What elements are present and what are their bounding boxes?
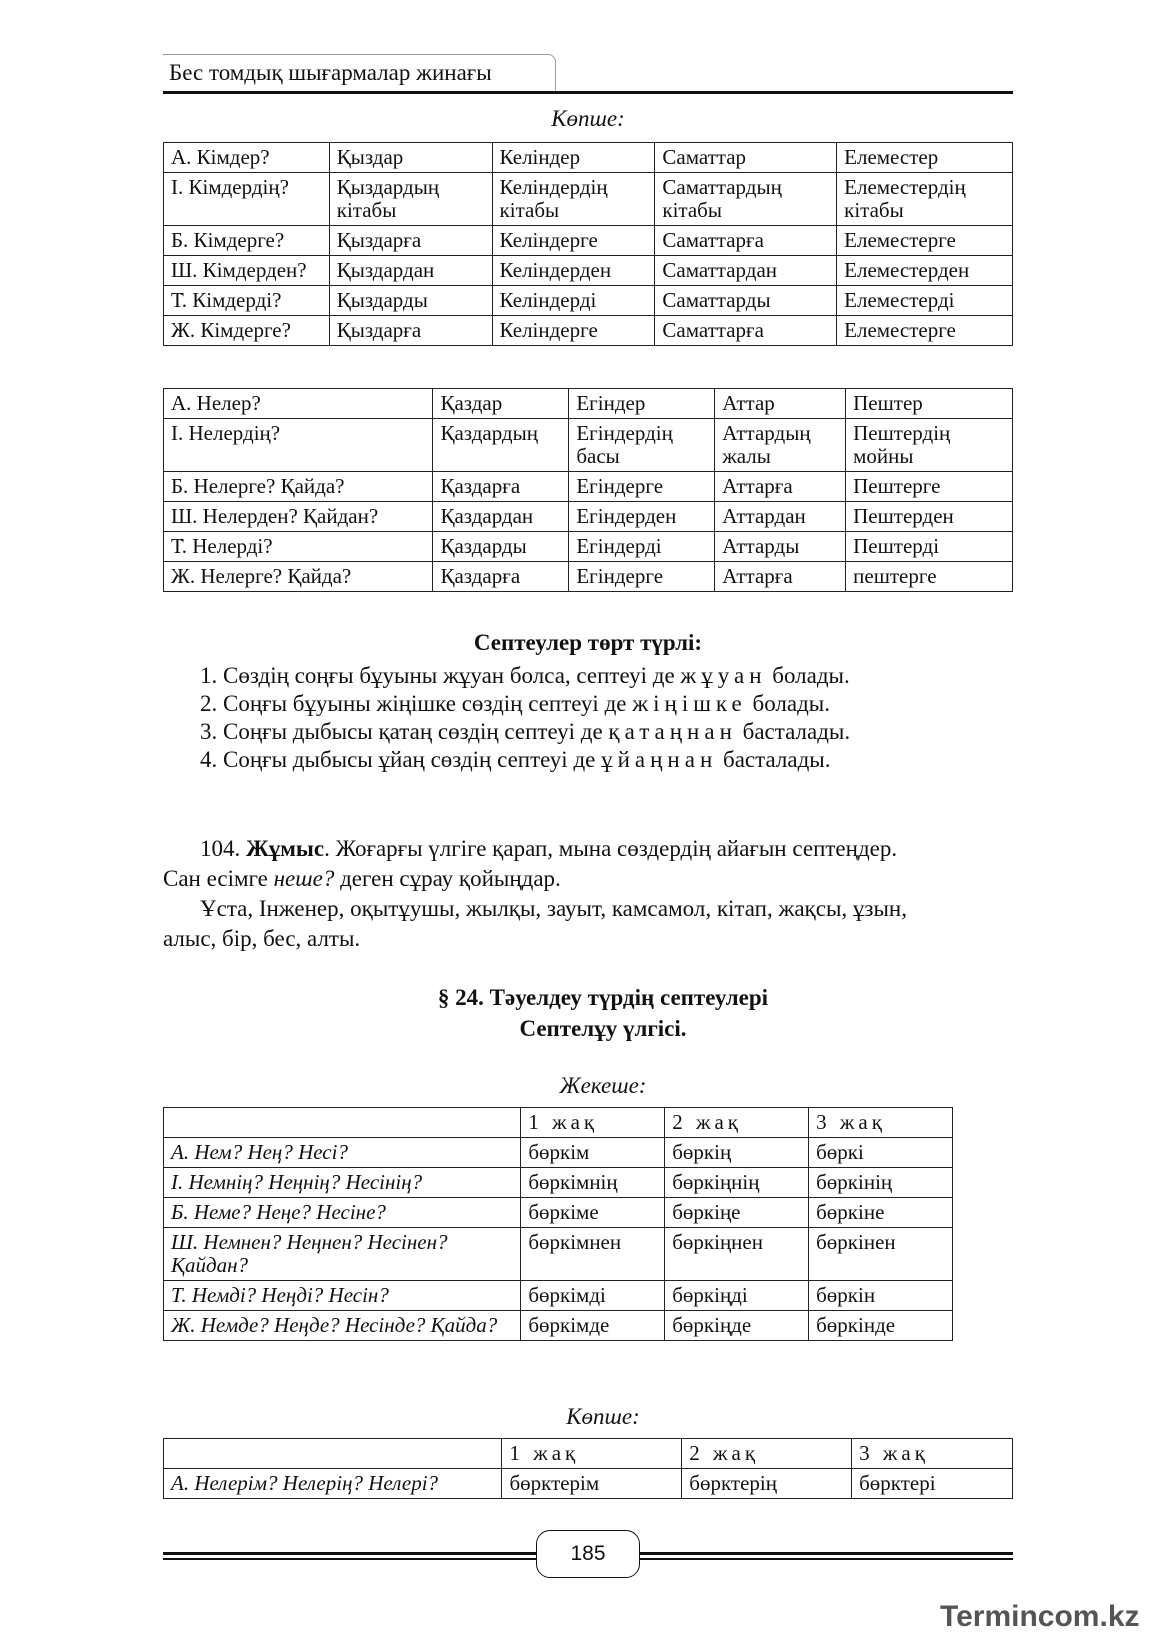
table-cell: 3 жақ: [852, 1439, 1013, 1469]
table-cell: Аттарға: [715, 472, 846, 502]
table-cell: бөркіңнің: [665, 1168, 809, 1198]
things-declension-table: [163, 388, 1013, 592]
table-cell: Қыздарды: [329, 286, 492, 316]
rule-before: Сөздің соңғы бұуыны жұуан болса, септеуі де: [223, 663, 675, 688]
exercise-words-line-1: [163, 894, 1013, 924]
table-cell: Елеместердің кітабы: [837, 173, 1013, 226]
table-row: [164, 1311, 953, 1341]
table-cell: А. Нелерім? Нелерің? Нелері?: [164, 1469, 502, 1499]
table-cell: Келіндер: [492, 143, 655, 173]
table-cell: Қаздарды: [433, 532, 569, 562]
page-footer: [163, 1530, 1013, 1580]
table-row: [164, 1281, 953, 1311]
section-24-title: § 24. Тәуелдеу түрдің септеулері: [437, 985, 769, 1010]
table-header-row: [164, 1439, 1013, 1469]
table-row: [164, 532, 1013, 562]
table-cell: Пештерге: [846, 472, 1013, 502]
table-cell: А. Кімдер?: [164, 143, 330, 173]
table-cell: Ж. Немде? Неңде? Несінде? Қайда?: [164, 1311, 521, 1341]
table-cell: пештерге: [846, 562, 1013, 592]
rule-spaced: қатаңнан: [608, 719, 737, 744]
running-head-rule: [163, 91, 1013, 94]
table-cell: Қыздарға: [329, 226, 492, 256]
table-cell: І. Кімдердің?: [164, 173, 330, 226]
table-row: [164, 256, 1013, 286]
table-row: [164, 502, 1013, 532]
table-cell: Қаздар: [433, 389, 569, 419]
rule-num: 3.: [200, 719, 218, 744]
table-cell: Саматтарға: [655, 316, 837, 346]
table-cell: Аттардан: [715, 502, 846, 532]
rule-num: 2.: [200, 691, 218, 716]
table-row: [164, 316, 1013, 346]
rule-item: [200, 691, 830, 717]
table-cell: Қыздарға: [329, 316, 492, 346]
rule-after: болады.: [772, 663, 850, 688]
table-cell: Б. Нелерге? Қайда?: [164, 472, 433, 502]
table-cell: Егіндерге: [569, 472, 715, 502]
table-cell: 1 жақ: [521, 1108, 665, 1138]
exercise-line2-after: деген сұрау қойыңдар.: [340, 866, 561, 891]
table-cell: бөрктері: [852, 1469, 1013, 1499]
rule-num: 4.: [200, 747, 218, 772]
table-cell: Пештердің мойны: [846, 419, 1013, 472]
table-cell: Б. Кімдерге?: [164, 226, 330, 256]
table-cell: Қыздардың кітабы: [329, 173, 492, 226]
rule-spaced: жұуан: [680, 663, 767, 688]
exercise-line1-rest: . Жоғарғы үлгіге қарап, мына сөздердің айағын септеңдер.: [324, 836, 898, 861]
table-cell: Елеместерден: [837, 256, 1013, 286]
table-cell: Қаздарға: [433, 562, 569, 592]
table-cell: Егіндерден: [569, 502, 715, 532]
table-cell: бөркіңе: [665, 1198, 809, 1228]
exercise-line-2: [163, 864, 1013, 894]
table-cell: Ж. Кімдерге?: [164, 316, 330, 346]
table-cell: бөркімнен: [521, 1228, 665, 1281]
table-cell: Елеместерге: [837, 316, 1013, 346]
exercise-words-2: алыс, бір, бес, алты.: [163, 926, 361, 951]
table-row: [164, 472, 1013, 502]
rule-after: басталады.: [723, 747, 831, 772]
exercise-line2-italic: неше?: [273, 866, 335, 891]
table-cell: бөркін: [809, 1281, 953, 1311]
table-cell: Елеместерді: [837, 286, 1013, 316]
table-cell: Қаздардың: [433, 419, 569, 472]
table-row: [164, 173, 1013, 226]
table-cell: бөркі: [809, 1138, 953, 1168]
declension-types-heading: Септеулер төрт түрлі:: [473, 630, 703, 655]
table-cell: Пештерді: [846, 532, 1013, 562]
rule-num: 1.: [200, 663, 218, 688]
table-cell: бөркіне: [809, 1198, 953, 1228]
singular-caption: Жекеше:: [559, 1073, 647, 1098]
table-cell: Саматтардың кітабы: [655, 173, 837, 226]
table-row: [164, 562, 1013, 592]
table-cell: бөркімнің: [521, 1168, 665, 1198]
table-cell: Егіндер: [569, 389, 715, 419]
table-cell: 2 жақ: [682, 1439, 852, 1469]
rule-after: басталады.: [742, 719, 851, 744]
table-row: [164, 143, 1013, 173]
table-cell: Егіндерді: [569, 532, 715, 562]
table-cell: бөркімде: [521, 1311, 665, 1341]
rule-spaced: ұйаңнан: [601, 747, 718, 772]
table-cell: Пештер: [846, 389, 1013, 419]
watermark-logo: Termincom.kz: [940, 1600, 1140, 1633]
table-cell: Аттарды: [715, 532, 846, 562]
table-cell: [164, 1108, 521, 1138]
table-cell: Ш. Нелерден? Қайдан?: [164, 502, 433, 532]
plural-possessive-table: [163, 1438, 1013, 1499]
table-cell: Егіндерге: [569, 562, 715, 592]
table-cell: бөркінің: [809, 1168, 953, 1198]
table-cell: Келіндерді: [492, 286, 655, 316]
table-cell: Саматтардан: [655, 256, 837, 286]
plural-caption-2: Көпше:: [566, 1404, 640, 1429]
rule-spaced: жіңішке: [632, 691, 747, 716]
table-cell: Қыздар: [329, 143, 492, 173]
table-cell: 3 жақ: [809, 1108, 953, 1138]
table-cell: Б. Неме? Неңе? Несіне?: [164, 1198, 521, 1228]
rule-item: [200, 663, 850, 689]
table-cell: Т̇. Нелерді?: [164, 532, 433, 562]
table-cell: Саматтар: [655, 143, 837, 173]
table-cell: Ж. Нелерге? Қайда?: [164, 562, 433, 592]
table-cell: 2 жақ: [665, 1108, 809, 1138]
table-cell: бөркінен: [809, 1228, 953, 1281]
page-number: 185: [536, 1530, 640, 1578]
table-cell: бөркің: [665, 1138, 809, 1168]
table-cell: Қыздардан: [329, 256, 492, 286]
table-row: [164, 1138, 953, 1168]
table-cell: Келіндерге: [492, 316, 655, 346]
rule-item: [200, 719, 850, 745]
running-head: [163, 54, 1013, 94]
table-cell: Аттар: [715, 389, 846, 419]
table-cell: Ш. Немнен? Неңнен? Несінен? Қайдан?: [164, 1228, 521, 1281]
table-cell: бөркіңді: [665, 1281, 809, 1311]
table-cell: Егіндердің басы: [569, 419, 715, 472]
table-cell: бөркім: [521, 1138, 665, 1168]
running-head-title: Бес томдық шығармалар жинағы: [169, 60, 492, 85]
table-row: [164, 1469, 1013, 1499]
rule-before: Соңғы дыбысы ұйаң сөздің септеуі де: [223, 747, 596, 772]
table-row: [164, 1168, 953, 1198]
persons-declension-table: [163, 142, 1013, 346]
table-cell: бөркіңде: [665, 1311, 809, 1341]
table-cell: бөркінде: [809, 1311, 953, 1341]
table-cell: бөрктерің: [682, 1469, 852, 1499]
exercise-bold-word: Жұмыс: [246, 836, 325, 861]
table-row: [164, 226, 1013, 256]
table-cell: бөркіме: [521, 1198, 665, 1228]
table-row: [164, 1198, 953, 1228]
exercise-line-1: [163, 834, 1013, 864]
table-header-row: [164, 1108, 953, 1138]
exercise-line2-before: Сан есімге: [163, 866, 268, 891]
table-cell: Пештерден: [846, 502, 1013, 532]
rule-before: Соңғы бұуыны жіңішке сөздің септеуі де: [223, 691, 627, 716]
rule-before: Соңғы дыбысы қатаң сөздің септеуі де: [223, 719, 603, 744]
table-cell: бөрктерім: [502, 1469, 682, 1499]
table-cell: Елеместерге: [837, 226, 1013, 256]
table-cell: Қаздардан: [433, 502, 569, 532]
table-cell: А. Нем? Нең? Несі?: [164, 1138, 521, 1168]
table-cell: Аттарға: [715, 562, 846, 592]
table-cell: Саматтарды: [655, 286, 837, 316]
table-cell: А. Нелер?: [164, 389, 433, 419]
table-cell: Ш. Кімдерден?: [164, 256, 330, 286]
table-cell: Аттардың жалы: [715, 419, 846, 472]
table-cell: Т̇. Кімдерді?: [164, 286, 330, 316]
table-cell: Т. Немді? Неңді? Несін?: [164, 1281, 521, 1311]
table-row: [164, 419, 1013, 472]
table-cell: 1 жақ: [502, 1439, 682, 1469]
exercise-number: 104.: [200, 836, 241, 861]
exercise-words-1: Ұста, Інженер, оқытұушы, жылқы, зауыт, камсамол, кітап, жақсы, ұзын,: [200, 896, 907, 921]
table-row: [164, 389, 1013, 419]
singular-possessive-table: [163, 1107, 953, 1341]
table-cell: Келіндердің кітабы: [492, 173, 655, 226]
rule-after: болады.: [752, 691, 830, 716]
table-cell: Елеместер: [837, 143, 1013, 173]
table-cell: І. Немнің? Неңнің? Несінің?: [164, 1168, 521, 1198]
table-cell: Қаздарға: [433, 472, 569, 502]
exercise-words-line-2: [163, 924, 1013, 954]
rule-item: [200, 747, 830, 773]
table-cell: Саматтарға: [655, 226, 837, 256]
table-cell: І. Нелердің?: [164, 419, 433, 472]
table-cell: бөркімді: [521, 1281, 665, 1311]
table-row: [164, 1228, 953, 1281]
plural-caption: Көпше:: [551, 106, 625, 131]
table-cell: Келіндерге: [492, 226, 655, 256]
table-cell: бөркіңнен: [665, 1228, 809, 1281]
table-cell: Келіндерден: [492, 256, 655, 286]
table-row: [164, 286, 1013, 316]
section-24-subtitle: Септелұу үлгісі.: [519, 1016, 687, 1041]
table-cell: [164, 1439, 502, 1469]
